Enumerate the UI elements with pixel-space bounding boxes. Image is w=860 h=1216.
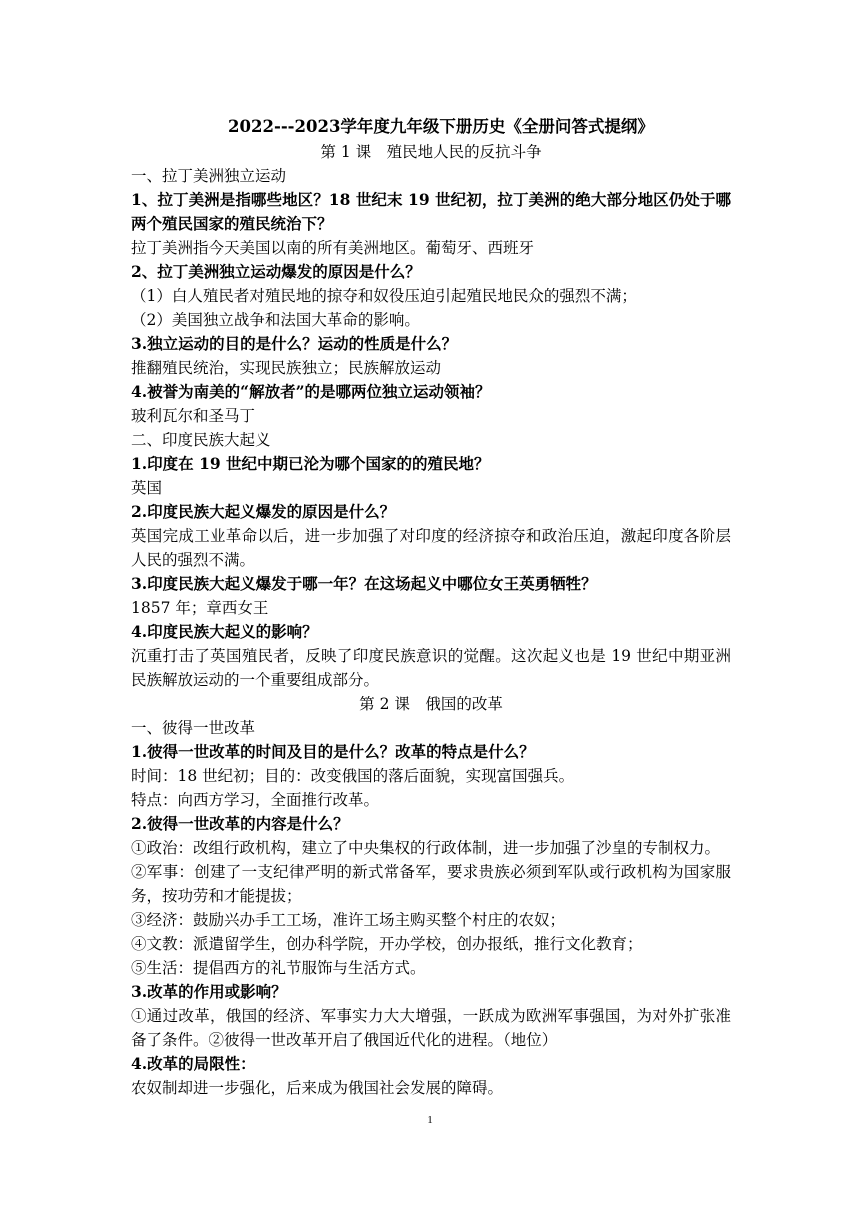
answer: ③经济：鼓励兴办手工工场，准许工场主购买整个村庄的农奴； xyxy=(131,911,566,929)
answer: （2）美国独立战争和法国大革命的影响。 xyxy=(131,311,420,329)
answer: 英国 xyxy=(131,479,163,497)
question: 1.印度在 19 世纪中期已沦为哪个国家的的殖民地？ xyxy=(131,454,490,473)
lesson-2-heading: 第 2 课 俄国的改革 xyxy=(359,695,503,713)
answer: ①政治：改组行政机构，建立了中央集权的行政体制，进一步加强了沙皇的专制权力。 xyxy=(131,839,721,857)
question: 3.独立运动的目的是什么？运动的性质是什么？ xyxy=(131,334,458,353)
question: 2.彼得一世改革的内容是什么？ xyxy=(131,814,349,833)
document-title: 2022---2023学年度九年级下册历史《全册问答式提纲》 xyxy=(228,117,654,136)
section-heading: 二、印度民族大起义 xyxy=(131,431,271,449)
question: 4.改革的局限性： xyxy=(131,1054,256,1073)
section-heading: 一、彼得一世改革 xyxy=(131,719,256,737)
answer: 玻利瓦尔和圣马丁 xyxy=(131,407,256,425)
question: 4.印度民族大起义的影响？ xyxy=(131,622,318,641)
lesson-1-heading: 第 1 课 殖民地人民的反抗斗争 xyxy=(320,143,542,161)
answer: ①通过改革，俄国的经济、军事实力大大增强，一跃成为欧洲军事强国，为对外扩张准备了条件。②彼得一世改革开启了俄国近代化的进程。（地位） xyxy=(131,1007,731,1049)
question: 2、拉丁美洲独立运动爆发的原因是什么？ xyxy=(131,262,421,281)
question: 3.改革的作用或影响？ xyxy=(131,982,287,1001)
answer: ④文教：派遣留学生，创办科学院，开办学校，创办报纸，推行文化教育； xyxy=(131,935,643,953)
answer: 农奴制却进一步强化，后来成为俄国社会发展的障碍。 xyxy=(131,1079,504,1097)
answer: ⑤生活：提倡西方的礼节服饰与生活方式。 xyxy=(131,959,426,977)
answer: （1）白人殖民者对殖民地的掠夺和奴役压迫引起殖民地民众的强烈不满； xyxy=(131,287,637,305)
answer: 英国完成工业革命以后，进一步加强了对印度的经济掠夺和政治压迫，激起印度各阶层人民的强烈不满。 xyxy=(131,527,731,569)
question: 1.彼得一世改革的时间及目的是什么？改革的特点是什么？ xyxy=(131,742,535,761)
answer: 时间：18 世纪初；目的：改变俄国的落后面貌，实现富国强兵。 xyxy=(131,767,575,785)
page-number: 1 xyxy=(427,1114,433,1126)
question: 3.印度民族大起义爆发于哪一年？在这场起义中哪位女王英勇牺牲？ xyxy=(131,574,597,593)
answer: 拉丁美洲指今天美国以南的所有美洲地区。葡萄牙、西班牙 xyxy=(131,239,535,257)
document-page xyxy=(131,113,731,1100)
answer: 沉重打击了英国殖民者，反映了印度民族意识的觉醒。这次起义也是 19 世纪中期亚洲民族解放运动的一个重要组成部分。 xyxy=(131,647,731,689)
question: 4.被誉为南美的“解放者”的是哪两位独立运动领袖？ xyxy=(131,382,491,401)
question: 2.印度民族大起义爆发的原因是什么？ xyxy=(131,502,396,521)
answer: 1857 年；章西女王 xyxy=(131,599,269,617)
answer: 特点：向西方学习，全面推行改革。 xyxy=(131,791,380,809)
answer: 推翻殖民统治，实现民族独立；民族解放运动 xyxy=(131,359,442,377)
question: 1、拉丁美洲是指哪些地区？18 世纪末 19 世纪初，拉丁美洲的绝大部分地区仍处于哪两个殖民国家的殖民统治下？ xyxy=(131,190,731,233)
answer: ②军事：创建了一支纪律严明的新式常备军，要求贵族必须到军队或行政机构为国家服务，按功劳和才能提拔； xyxy=(131,863,731,905)
section-heading: 一、拉丁美洲独立运动 xyxy=(131,167,287,185)
